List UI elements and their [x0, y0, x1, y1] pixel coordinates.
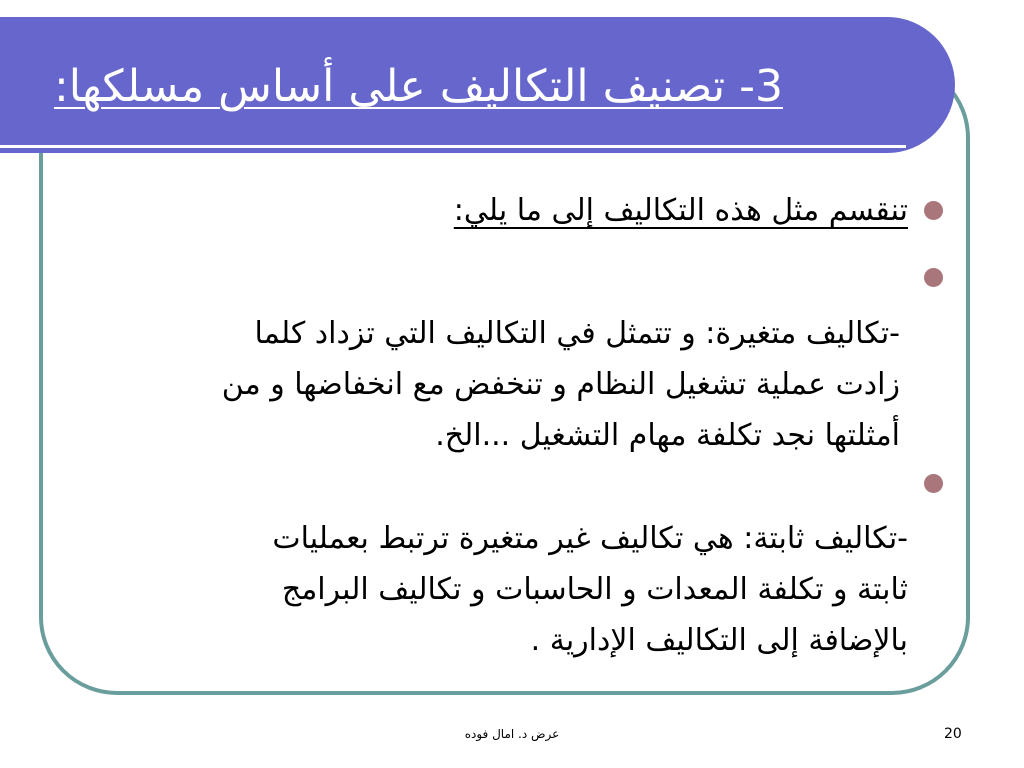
bullet-fixed-costs-marker: [96, 458, 956, 513]
slide-title: 3- تصنيف التكاليف على أساس مسلكها:: [53, 61, 783, 112]
bullet-dot-icon: [924, 474, 943, 493]
variable-costs-line-1: -تكاليف متغيرة: و تتمثل في التكاليف التي تزداد كلما: [254, 316, 900, 351]
variable-costs-line-3: أمثلتها نجد تكلفة مهام التشغيل ...الخ.: [435, 418, 900, 453]
fixed-costs-line-2: ثابتة و تكلفة المعدات و الحاسبات و تكاليف البرامج: [281, 572, 908, 607]
intro-text: تنقسم مثل هذه التكاليف إلى ما يلي:: [453, 193, 908, 228]
bullet-dot-icon: [924, 201, 943, 220]
fixed-costs-line-1: -تكاليف ثابتة: هي تكاليف غير متغيرة ترتبط بعمليات: [272, 521, 908, 556]
page-number: 20: [944, 726, 962, 742]
title-divider: [0, 145, 906, 148]
title-bar: [0, 17, 955, 153]
bullet-list: [96, 185, 956, 663]
bullet-empty: [96, 252, 956, 308]
footer-presenter: عرض د. امال فوده: [464, 727, 560, 741]
bullet-variable-costs: [96, 308, 956, 458]
bullet-dot-icon: [924, 268, 943, 287]
variable-costs-line-2: زادت عملية تشغيل النظام و تنخفض مع انخفاضها و من: [221, 367, 900, 402]
fixed-costs-line-3: بالإضافة إلى التكاليف الإدارية .: [530, 623, 908, 658]
bullet-intro: [96, 185, 956, 252]
bullet-fixed-costs: [96, 513, 956, 663]
